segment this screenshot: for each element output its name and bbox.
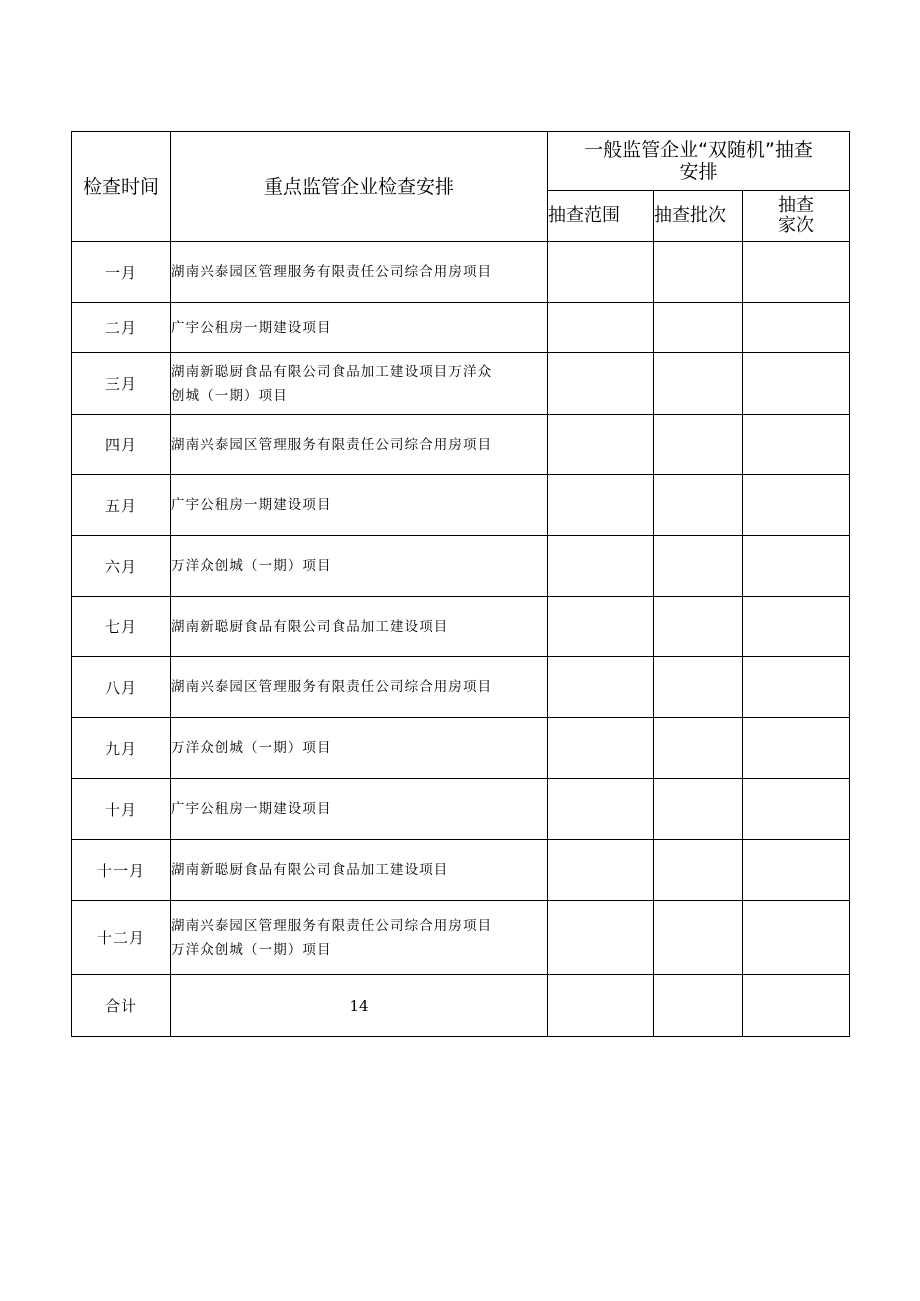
- table-row: [72, 536, 850, 597]
- header-inspection-batches: 抽查批次: [654, 191, 743, 242]
- batch-cell: [654, 840, 743, 901]
- table-row: [72, 840, 850, 901]
- header-inspection-time: 检查时间: [72, 132, 171, 242]
- scope-cell: [548, 901, 654, 975]
- month-cell: 三月: [72, 353, 171, 415]
- scope-cell: [548, 353, 654, 415]
- month-cell: 十一月: [72, 840, 171, 901]
- project-line: 湖南兴泰园区管理服务有限责任公司综合用房项目: [171, 264, 493, 280]
- project-line: 广宇公租房一期建设项目: [171, 319, 332, 336]
- batch-cell: [654, 718, 743, 779]
- header-row: [72, 132, 850, 191]
- count-cell: [743, 536, 850, 597]
- scope-cell: [548, 536, 654, 597]
- month-cell: 一月: [72, 242, 171, 303]
- table-row: [72, 901, 850, 975]
- count-cell: [743, 597, 850, 657]
- header-random-line1: 一般监管企业“双随机”抽查: [584, 139, 813, 161]
- project-line: 湖南新聪厨食品有限公司食品加工建设项目: [171, 862, 449, 878]
- batch-cell: [654, 242, 743, 303]
- header-random-line2: 安排: [679, 161, 718, 183]
- table-row: [72, 242, 850, 303]
- count-cell: [743, 475, 850, 536]
- month-cell: 十月: [72, 779, 171, 840]
- header-count-line1: 抽查: [778, 195, 814, 216]
- header-inspection-count: [743, 191, 850, 242]
- project-line: 湖南新聪厨食品有限公司食品加工建设项目: [171, 618, 449, 635]
- month-cell: 五月: [72, 475, 171, 536]
- table-row: [72, 657, 850, 718]
- project-line: 创城（一期）项目: [171, 387, 288, 404]
- count-cell: [743, 657, 850, 718]
- scope-cell: [548, 975, 654, 1037]
- scope-cell: [548, 718, 654, 779]
- table-row: [72, 597, 850, 657]
- scope-cell: [548, 779, 654, 840]
- project-line: 湖南新聪厨食品有限公司食品加工建设项目万洋众: [171, 363, 493, 380]
- header-random-inspection: [548, 132, 850, 191]
- batch-cell: [654, 536, 743, 597]
- project-cell: [171, 779, 548, 840]
- count-cell: [743, 975, 850, 1037]
- scope-cell: [548, 303, 654, 353]
- project-cell: [171, 718, 548, 779]
- count-cell: [743, 353, 850, 415]
- header-inspection-scope: 抽查范围: [548, 191, 654, 242]
- project-line: 湖南兴泰园区管理服务有限责任公司综合用房项目: [171, 917, 493, 934]
- table-row: [72, 303, 850, 353]
- total-value: 14: [171, 975, 548, 1037]
- scope-cell: [548, 597, 654, 657]
- scope-cell: [548, 840, 654, 901]
- month-cell: 九月: [72, 718, 171, 779]
- project-line: 万洋众创城（一期）项目: [171, 740, 332, 756]
- project-line: 湖南兴泰园区管理服务有限责任公司综合用房项目: [171, 679, 493, 695]
- table-row: [72, 779, 850, 840]
- project-line: 万洋众创城（一期）项目: [171, 558, 332, 574]
- project-line: 广宇公租房一期建设项目: [171, 497, 332, 513]
- scope-cell: [548, 415, 654, 475]
- project-cell: [171, 597, 548, 657]
- project-line: 湖南兴泰园区管理服务有限责任公司综合用房项目: [171, 436, 493, 453]
- count-cell: [743, 303, 850, 353]
- count-cell: [743, 718, 850, 779]
- batch-cell: [654, 657, 743, 718]
- project-cell: [171, 536, 548, 597]
- table-row: [72, 415, 850, 475]
- project-cell: [171, 353, 548, 415]
- batch-cell: [654, 303, 743, 353]
- month-cell: 七月: [72, 597, 171, 657]
- count-cell: [743, 242, 850, 303]
- scope-cell: [548, 242, 654, 303]
- batch-cell: [654, 901, 743, 975]
- project-cell: [171, 475, 548, 536]
- batch-cell: [654, 597, 743, 657]
- batch-cell: [654, 975, 743, 1037]
- count-cell: [743, 901, 850, 975]
- month-cell: 十二月: [72, 901, 171, 975]
- batch-cell: [654, 353, 743, 415]
- batch-cell: [654, 415, 743, 475]
- header-key-enterprise-schedule: 重点监管企业检查安排: [171, 132, 548, 242]
- project-line: 广宇公租房一期建设项目: [171, 801, 332, 817]
- project-cell: [171, 415, 548, 475]
- total-label: 合计: [72, 975, 171, 1037]
- month-cell: 四月: [72, 415, 171, 475]
- table-row: [72, 475, 850, 536]
- month-cell: 六月: [72, 536, 171, 597]
- scope-cell: [548, 657, 654, 718]
- table-row: [72, 718, 850, 779]
- inspection-schedule-table: [71, 131, 850, 1037]
- batch-cell: [654, 779, 743, 840]
- table-row: [72, 353, 850, 415]
- project-line: 万洋众创城（一期）项目: [171, 941, 332, 958]
- count-cell: [743, 779, 850, 840]
- count-cell: [743, 415, 850, 475]
- header-count-line2: 家次: [778, 215, 814, 236]
- total-row: [72, 975, 850, 1037]
- project-cell: [171, 901, 548, 975]
- count-cell: [743, 840, 850, 901]
- scope-cell: [548, 475, 654, 536]
- project-cell: [171, 840, 548, 901]
- project-cell: [171, 242, 548, 303]
- batch-cell: [654, 475, 743, 536]
- month-cell: 二月: [72, 303, 171, 353]
- project-cell: [171, 657, 548, 718]
- month-cell: 八月: [72, 657, 171, 718]
- project-cell: [171, 303, 548, 353]
